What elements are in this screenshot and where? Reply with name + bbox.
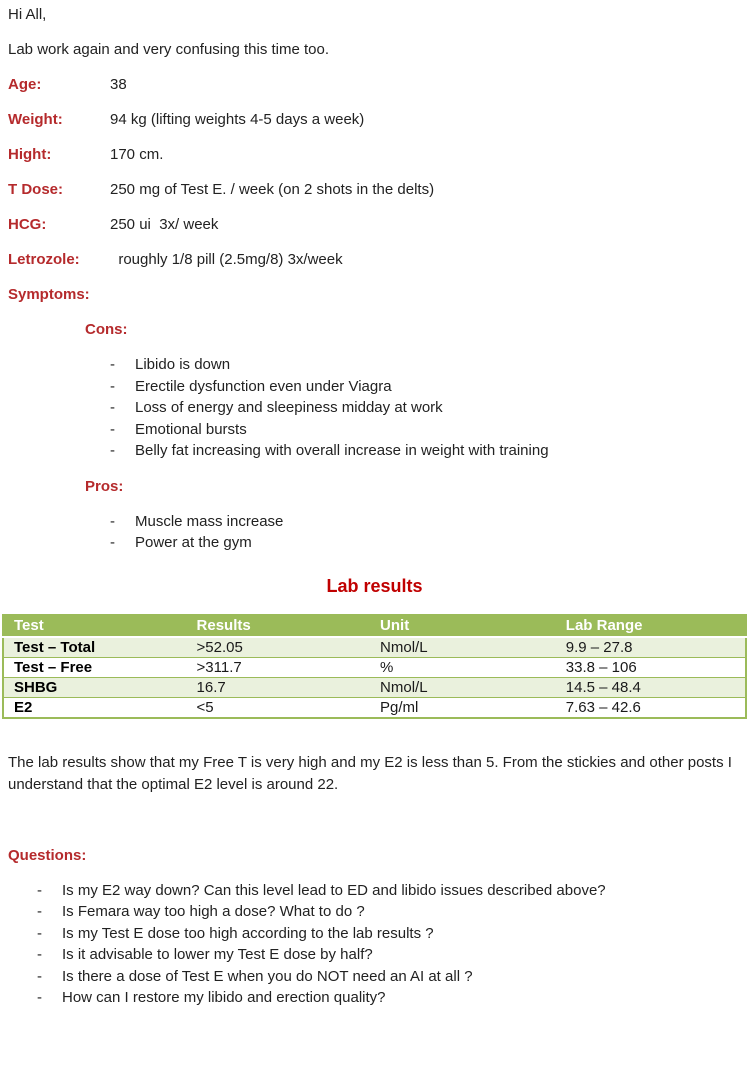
table-header-results: Results — [187, 615, 371, 637]
field-letrozole — [8, 249, 749, 270]
field-hcg-value: 250 ui 3x/ week — [110, 216, 219, 233]
list-item — [8, 966, 749, 988]
list-item-text: Erectile dysfunction even under Viagra — [135, 377, 392, 395]
list-item — [8, 511, 749, 533]
bullet-dash: - — [37, 881, 42, 899]
table-row — [3, 637, 746, 658]
field-t-dose — [8, 179, 749, 200]
list-item-text: Muscle mass increase — [135, 512, 284, 530]
lab-results-table — [2, 614, 747, 719]
list-item-text: Belly fat increasing with overall increase in weight with training — [135, 442, 549, 459]
table-cell: 14.5 – 48.4 — [556, 677, 746, 697]
table-cell: SHBG — [3, 677, 187, 697]
list-item-text: How can I restore my libido and erection quality? — [62, 989, 386, 1006]
field-hcg — [8, 214, 749, 235]
bullet-dash: - — [110, 377, 115, 395]
field-age — [8, 74, 749, 95]
symptoms-heading: Symptoms: — [8, 286, 90, 303]
table-row — [3, 657, 746, 677]
list-item — [8, 419, 749, 441]
list-item-text: Libido is down — [135, 356, 231, 373]
table-header-test: Test — [3, 615, 187, 637]
list-item-text: Power at the gym — [135, 534, 252, 551]
list-item — [8, 440, 749, 462]
table-cell: % — [370, 657, 556, 677]
cons-heading: Cons: — [85, 321, 128, 338]
analysis-paragraph: The lab results show that my Free T is very high and my E2 is less than 5. From the stickies and other posts I understand that the optimal E2 level is around 22. — [8, 753, 732, 793]
list-item — [8, 901, 749, 923]
table-cell: 7.63 – 42.6 — [556, 697, 746, 718]
field-hcg-label: HCG: — [8, 216, 47, 233]
field-weight-label: Weight: — [8, 111, 63, 128]
greeting-text: Hi All, — [8, 6, 47, 23]
table-cell: Pg/ml — [370, 697, 556, 718]
list-item-text: Loss of energy and sleepiness midday at work — [135, 399, 443, 416]
field-weight — [8, 109, 749, 130]
list-item — [8, 923, 749, 945]
table-cell: >52.05 — [196, 638, 243, 656]
field-height-label: Hight: — [8, 146, 52, 163]
table-header-unit: Unit — [370, 615, 556, 637]
table-cell: E2 — [3, 697, 187, 718]
table-header-lab-range: Lab Range — [556, 615, 746, 637]
list-item-text: Is Femara way too high a dose? What to do ? — [62, 903, 365, 920]
field-age-value: 38 — [110, 76, 127, 93]
bullet-dash: - — [110, 399, 115, 416]
list-item — [8, 944, 749, 966]
bullet-dash: - — [37, 989, 42, 1006]
bullet-dash: - — [110, 420, 115, 438]
bullet-dash: - — [37, 903, 42, 920]
table-row — [3, 677, 746, 697]
table-row — [3, 697, 746, 718]
questions-heading: Questions: — [8, 846, 87, 864]
list-item-text: Is my Test E dose too high according to the lab results ? — [62, 924, 434, 942]
table-cell: Nmol/L — [370, 677, 556, 697]
field-age-label: Age: — [8, 76, 42, 93]
field-weight-value: 94 kg (lifting weights 4-5 days a week) — [110, 111, 365, 128]
list-item-text: Is my E2 way down? Can this level lead to ED and libido issues described above? — [62, 881, 606, 899]
bullet-dash: - — [110, 534, 115, 551]
pros-list — [8, 511, 749, 554]
list-item — [8, 987, 749, 1009]
field-height — [8, 144, 749, 165]
list-item — [8, 532, 749, 554]
list-item-text: Is there a dose of Test E when you do NOT need an AI at all ? — [62, 967, 473, 985]
list-item — [8, 376, 749, 398]
field-t-dose-label: T Dose: — [8, 181, 64, 198]
table-header-row — [3, 615, 746, 637]
table-cell: >311.7 — [187, 657, 371, 677]
bullet-dash: - — [37, 967, 42, 985]
field-height-value: 170 cm. — [110, 146, 164, 163]
table-cell: 16.7 — [187, 677, 371, 697]
cons-list — [8, 354, 749, 462]
bullet-dash: - — [110, 442, 115, 459]
lab-results-title: Lab results — [326, 575, 423, 596]
list-item-text: Emotional bursts — [135, 420, 247, 438]
table-cell: Test – Free — [3, 657, 187, 677]
field-letrozole-label: Letrozole: — [8, 251, 80, 268]
bullet-dash: - — [37, 946, 42, 963]
bullet-dash: - — [37, 924, 42, 942]
field-letrozole-value: roughly 1/8 pill (2.5mg/8) 3x/week — [110, 251, 343, 268]
questions-list — [8, 880, 749, 1009]
table-cell: <5 — [187, 697, 371, 718]
table-cell: 9.9 – 27.8 — [565, 638, 633, 656]
intro-text: Lab work again and very confusing this time too. — [8, 41, 330, 58]
list-item — [8, 354, 749, 376]
pros-heading: Pros: — [85, 477, 124, 495]
list-item — [8, 880, 749, 902]
list-item-text: Is it advisable to lower my Test E dose by half? — [62, 946, 373, 963]
table-cell: Nmol/L — [380, 638, 428, 656]
list-item — [8, 397, 749, 419]
field-t-dose-value: 250 mg of Test E. / week (on 2 shots in the delts) — [110, 181, 435, 198]
table-cell: Test – Total — [14, 638, 96, 656]
bullet-dash: - — [110, 512, 115, 530]
table-cell: 33.8 – 106 — [556, 657, 746, 677]
bullet-dash: - — [110, 356, 115, 373]
